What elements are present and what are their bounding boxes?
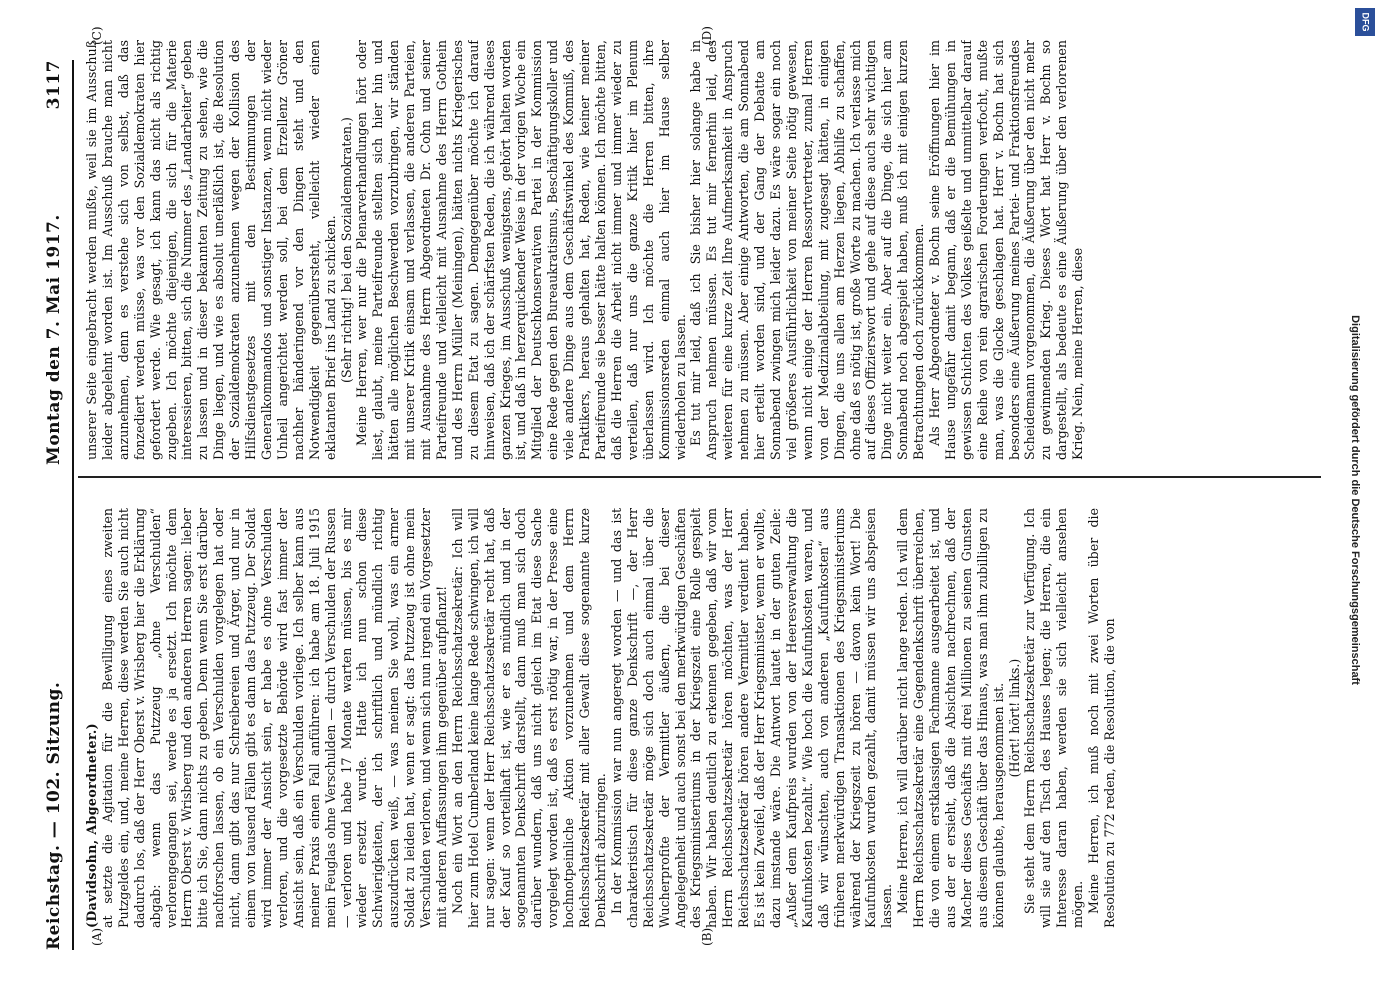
paragraph: Es tut mir leid, daß ich Sie bisher hier solange habe in Anspruch nehmen müssen. Es tut mir fernerhin leid, des weiteren für eine kurze Zeit Ihre Aufmerksamkeit in Anspruch nehmen zu müssen. Aber einige Antworten, die am Sonnabend hier erteilt worden sind, und der Gang der Debatte am Sonnabend zwingen mich leider dazu. Es wäre sogar ein noch viel größeres Ausführlichkeit von meiner Seite nötig gewesen, wenn nicht einige der Herren Ressortvertreter, zumal Herren von der Medizinalabteilung, mit zugesagt hätten, in einigen Dingen, die uns allen am Herzen liegen, Abhilfe zu schaffen, ohne daß es nötig ist, große Worte zu machen. Ich verlasse mich auf dieses Offizierswort und gehe auf diese auch sehr wichtigen Dinge nicht weiter ein. Aber auf die Dinge, die sich hier am Sonnabend noch abgespielt haben, muß ich mit einigen kurzen Betrachtungen doch zurückkommen.: [688, 40, 927, 460]
paragraph: In der Kommission war nun angeregt worden — und das ist charakteristisch für diese ganze Denkschrift —, der Herr Reichsschatzsekretär möge sich doch auch einmal über die Wucherprofite der Vermittler äußern, die bei dieser Angelegenheit und auch sonst bei den merkwürdigen Geschäften des Kriegsministeriums in der Kriegszeit eine Rolle gespielt haben. Wir haben deutlich zu erkennen gegeben, daß wir vom Herrn Reichsschatzsekretär hören möchten, was der Herr Reichsschatzsekretär hören andere Vermittler verdient haben. Es ist kein Zweifel, daß der Herr Kriegsminister, wenn er wollte, dazu imstande wäre. Die Antwort lautet in der guten Zeile: „Außer dem Kaufpreis wurden von der Heeresverwaltung die Kaufunkosten bezahlt.“ Wie hoch die Kaufunkosten waren, und daß wir wünschten, auch von anderen „Kaufunkosten“ aus früheren merkwürdigen Transaktionen des Kriegsministeriums während der Kriegszeit zu hören — davon kein Wort! Die Kaufunkosten wurden gezahlt, damit müssen wir uns abspeisen lassen.: [608, 508, 895, 928]
speaker-line: (Davidsohn, Abgeordneter.): [84, 723, 99, 928]
digitization-credit: [1335, 0, 1375, 1000]
interjection: (Hört! hört! links.): [1006, 658, 1022, 778]
paragraph: Sie steht dem Herrn Reichsschatzsekretär zur Verfügung. Ich will sie auf den Tisch des Hauses legen; die Herren, die ein Interesse daran haben, werden sie sich vielleicht ansehen mögen.: [1022, 508, 1086, 928]
page-header: [42, 60, 72, 950]
margin-mark-b: (B): [700, 927, 714, 946]
text-column-right: [84, 40, 1313, 460]
margin-mark-d: (D): [700, 26, 714, 45]
margin-mark-c: (C): [90, 26, 104, 45]
column-divider: [78, 477, 1321, 479]
paragraph: Meine Herren, ich will darüber nicht lange reden. Ich will dem Herrn Reichsschatzsekretär eine Gegendenkschrift überreichen, die von einem erstklassigen Fachmanne ausgearbeitet ist, und aus der er ersieht, daß die Absichten nachrechnen, daß der Macher dieses Geschäfts mit drei Millionen zu seinen Gunsten aus diesem Geschäft über das Hinaus, was man ihm zubilligen zu können glaubte, herausgenommen ist.: [895, 508, 1006, 928]
paragraph: Meine Herren, ich muß noch mit zwei Worten über die Resolution zu 772 reden, die Resolution, die von: [1086, 508, 1117, 928]
paragraph: Meine Herren, wer nur die Plenarverhandlungen hört oder liest, glaubt, meine Parteifreunde stellten sich hier hin und hätten alle möglichen Beschwerden vorzubringen, wir ständen mit unserer Kritik einsam und verlassen, die anderen Parteien, mit Ausnahme des Herrn Abgeordneten Dr. Cohn und seiner Parteifreunde und vielleicht mit Ausnahme des Herrn Gothein und des Herrn Müller (Meiningen), hätten nichts Kriegerisches zu diesem Etat zu sagen. Demgegenüber möchte ich darauf hinweisen, daß ich der schärfsten Reden, die ich während dieses ganzen Krieges, im Ausschuß wenigstens, gehört halten worden ist, und daß in herzerquickender Weise in der vorigen Woche ein Mitglied der Deutschkonservativen Partei in der Kommission eine Rede gegen den Bureaukratismus, Beschäftigungskoller und viele andere Dinge aus dem Geschäftswinkel des Kommiß, des Praktikers, heraus gehalten hat, Reden, wie keiner meiner Parteifreunde sie besser hätte halten können. Ich möchte bitten, daß die Herren die Arbeit nicht immer und immer wieder zu verteilen, daß nur uns die ganze Kritik hier im Plenum überlassen wird. Ich möchte die Herren bitten, ihre Kommissionsreden einmal auch hier im Hause selber wiederholen zu lassen.: [354, 40, 688, 460]
paragraph: Noch ein Wort an den Herrn Reichsschatzsekretär: Ich will hier zum Hotel Cumberland keine lange Rede schwingen, ich will nur sagen: wenn der Herr Reichsschatzsekretär recht hat, daß der Kauf so vorteilhaft ist, wie er es mündlich und in der sogenannten Denkschrift darstellt, dann muß man sich doch darüber wundern, daß uns nicht gleich im Etat diese Sache vorgelegt worden ist, daß es erst nötig war, in der Presse eine hochnotpeinliche Aktion vorzunehmen und dem Herrn Reichsschatzsekretär mit aller Gewalt diese sogenannte kurze Denkschrift abzuringen.: [449, 508, 608, 928]
header-left: Reichstag. — 102. Sitzung.: [44, 681, 64, 950]
header-rule: [72, 60, 74, 950]
margin-mark-a: (A): [90, 927, 104, 946]
header-center: Montag den 7. Mai 1917.: [44, 214, 64, 465]
page-number: 3117: [44, 60, 64, 110]
text-column-left: [84, 508, 1313, 928]
paragraph: at setzte die Agitation für die Bewilligung eines zweiten Putzgeldes ein, und, meine Herren, diese werden Sie auch nicht dadurch los, daß der Herr Oberst v. Wrisberg hier die Erklärung abgab: wenn das Putzzeug „ohne Verschulden“ verlorengegangen sei, werde es ja ersetzt. Ich möchte dem Herrn Oberst v. Wrisberg und den anderen Herren sagen: lieber bitte ich Sie, dann nichts zu geben. Denn wenn Sie erst darüber nachforschen lassen, ob ein Verschulden vorgelegen hat oder nicht, dann gibt das nur Schreibereien und Ärger, und nur in einem von tausend Fällen gibt es dann das Putzzeug. Der Soldat wird immer der Ansicht sein, er habe es ohne Verschulden verloren, und die vorgesetzte Behörde wird fast immer der Ansicht sein, daß ein Verschulden vorliege. Ich selber kann aus meiner Praxis einen Fall anführen: ich habe am 18. Juli 1915 mein Feuglas ohne Verschulden — durch Verschulden der Russen — verloren und habe 17 Monate warten müssen, bis es mir wieder ersetzt wurde. Hatte ich nun schon diese Schwierigkeiten, der ich schriftlich und mündlich richtig auszudrücken weiß, — was meinen Sie wohl, was ein armer Soldat zu leiden hat, wenn er sagt: das Putzzeug ist ohne mein Verschulden verloren, und wenn sich nun irgend ein Vorgesetzter mit anderen Auffassungen ihm gegenüber aufpflanzt!: [99, 508, 449, 928]
dfg-logo: [1355, 8, 1375, 36]
dfg-logo-text: DFG: [1360, 12, 1370, 32]
interjection: (Sehr richtig! bei den Sozialdemokraten.): [338, 117, 354, 383]
paragraph: Als Herr Abgeordneter v. Bochn seine Eröffnungen hier im Hause ungefähr damit begann, daß er die Bemühungen in gewissen Schichten des Volkes geißelte und unmittelbar darauf eine Reihe von rein agrarischen Forderungen verfocht, mußte man, was die Glocke geschlagen hat. Herr v. Bochn hat sich besonders eine Äußerung meines Partei- und Fraktionsfreundes Scheidemann vorgenommen, die Äußerung über den nicht mehr zu gewinnenden Krieg. Dieses Wort hat Herr v. Bochn so dargestellt, als bedeute es eine Äußerung über den verlorenen Krieg. Nein, meine Herren, diese: [927, 40, 1086, 460]
paragraph: unserer Seite eingebracht werden mußte, weil sie im Ausschuß leider abgelehnt worden ist. Im Ausschuß brauche man nicht anzunehmen, denn es verstehe sich von selbst, daß das fonzediert werden müsse, was vor den Sozialdemokraten hier gefordert werde. Wie gesagt, ich kann das nicht als richtig zugeben. Ich möchte diejenigen, die sich für die Materie interessieren, bitten, sich die Nummer des „Landarbeiter“ geben zu lassen und in dieser bekannten Zeitung zu sehen, wie die Dinge liegen, und wie es absolut unerläßlich ist, die Resolution der Sozialdemokraten anzunehmen wegen der Kollision des Hilfsdienstgesetzes mit den Bestimmungen der Generalkommandos und sonstiger Instanzen, wenn nicht wieder Unheil angerichtet werden soll, bei dem Erzellenz Gröner nachher händeringend vor den Dingen steht und den Notwendigkeit gegenübersteht, vielleicht wieder einen eklatanten Brief ins Land zu schicken.: [84, 40, 338, 460]
credit-text: Digitalisierung gefördert durch die Deutsche Forschungsgemeinschaft: [1349, 315, 1361, 685]
